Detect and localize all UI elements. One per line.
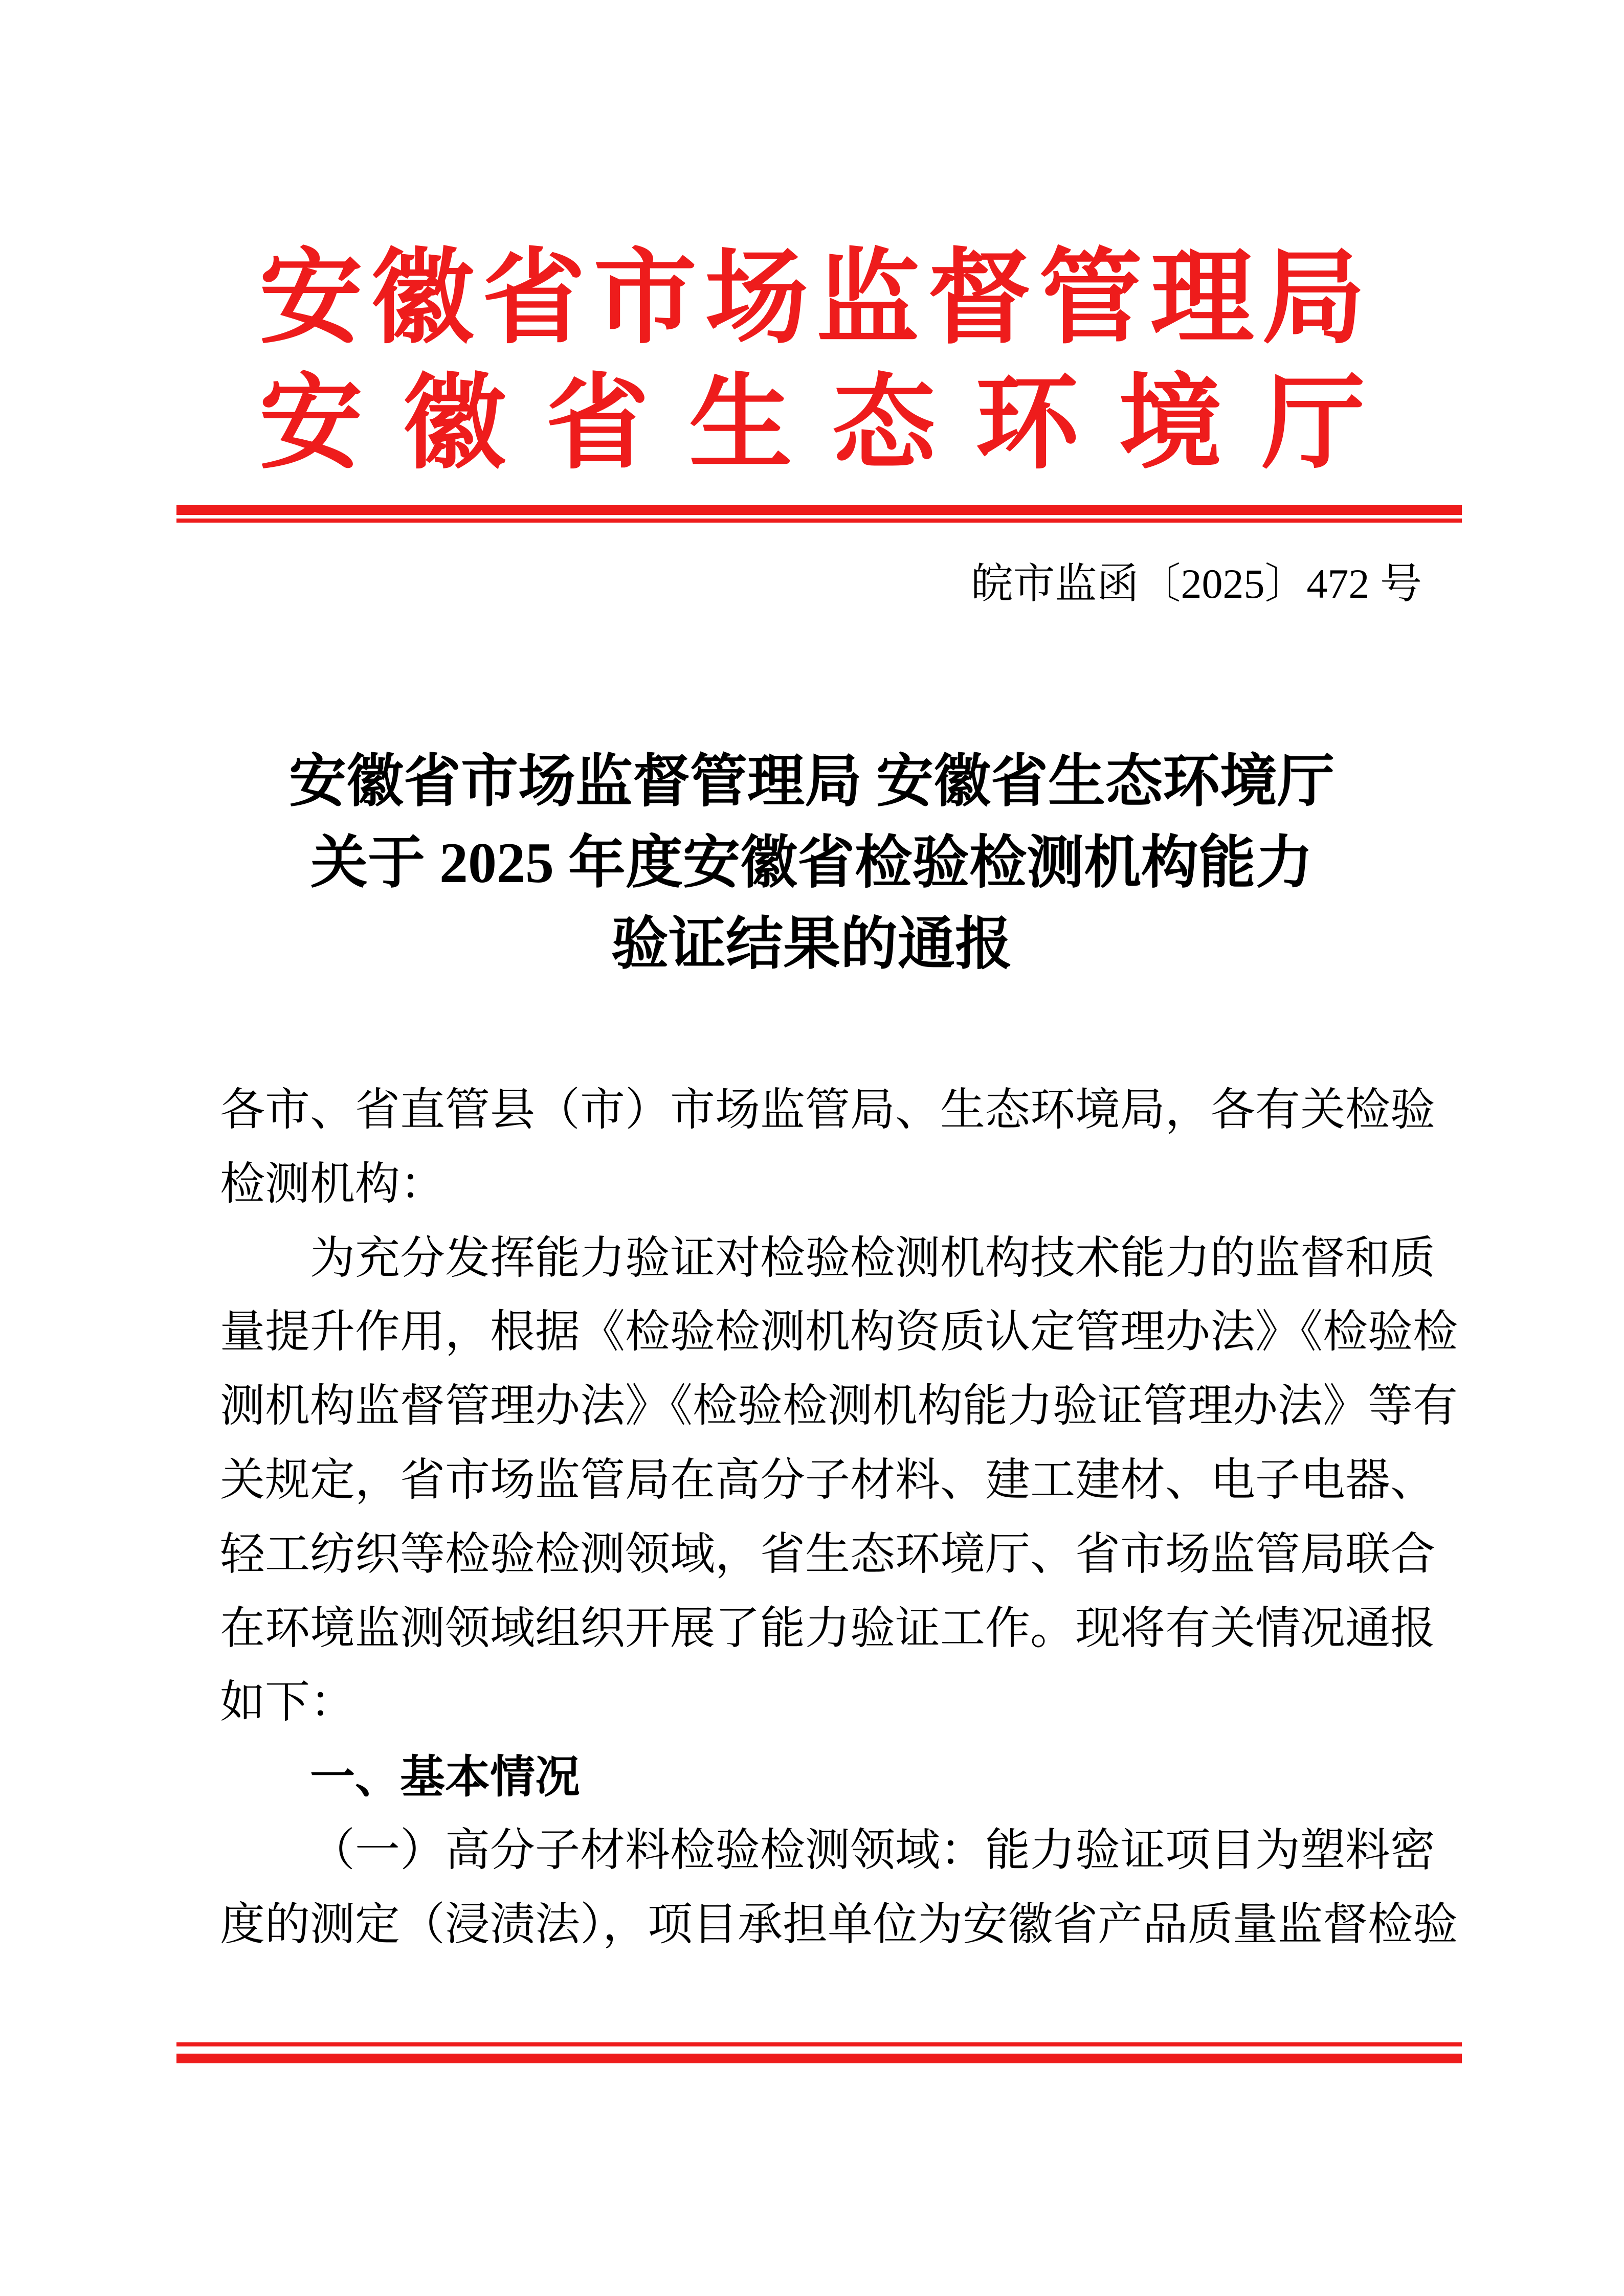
body-line: 为充分发挥能力验证对检验检测机构技术能力的监督和质 — [310, 1233, 1436, 1284]
document-title — [211, 741, 1413, 985]
body-line: 度的测定（浸渍法），项目承担单位为安徽省产品质量监督检验 — [220, 1900, 1458, 1950]
letterhead-line-2: 安徽省生态环境厅 — [259, 367, 1365, 481]
body-line: 轻工纺织等检验检测领域，省生态环境厅、省市场监管局联合 — [220, 1529, 1436, 1580]
body-line: 各市、省直管县（市）市场监管局、生态环境局，各有关检验 — [220, 1086, 1436, 1135]
title-line-1: 安徽省市场监督管理局 安徽省生态环境厅 — [289, 750, 1334, 814]
top-double-rule — [176, 505, 1462, 523]
body-line: 检测机构： — [220, 1159, 446, 1209]
body-line: 在环境监测领域组织开展了能力验证工作。现将有关情况通报 — [220, 1604, 1436, 1654]
document-body — [220, 1074, 1458, 1963]
body-line: 测机构监督管理办法》《检验检测机构能力验证管理办法》等有 — [220, 1382, 1458, 1432]
body-line: （一）高分子材料检验检测领域：能力验证项目为塑料密 — [310, 1826, 1436, 1876]
document-number: 皖市监函〔2025〕472 号 — [971, 560, 1422, 607]
section-heading: 一、基本情况 — [310, 1751, 581, 1803]
body-line: 量提升作用，根据《检验检测机构资质认定管理办法》《检验检 — [220, 1308, 1458, 1358]
letterhead — [259, 236, 1365, 487]
top-rule-thin-bar — [176, 519, 1462, 523]
letterhead-line-1: 安徽省市场监督管理局 — [259, 241, 1365, 356]
title-line-2: 关于 2025 年度安徽省检验检测机构能力 — [310, 831, 1313, 895]
title-line-3: 验证结果的通报 — [611, 913, 1012, 976]
bottom-rule-thin-bar — [176, 2042, 1462, 2046]
body-line: 关规定，省市场监管局在高分子材料、建工建材、电子电器、 — [220, 1455, 1436, 1505]
bottom-double-rule — [176, 2042, 1462, 2063]
bottom-rule-thick-bar — [176, 2054, 1462, 2063]
top-rule-thick-bar — [176, 505, 1462, 515]
body-line: 如下： — [220, 1678, 355, 1728]
